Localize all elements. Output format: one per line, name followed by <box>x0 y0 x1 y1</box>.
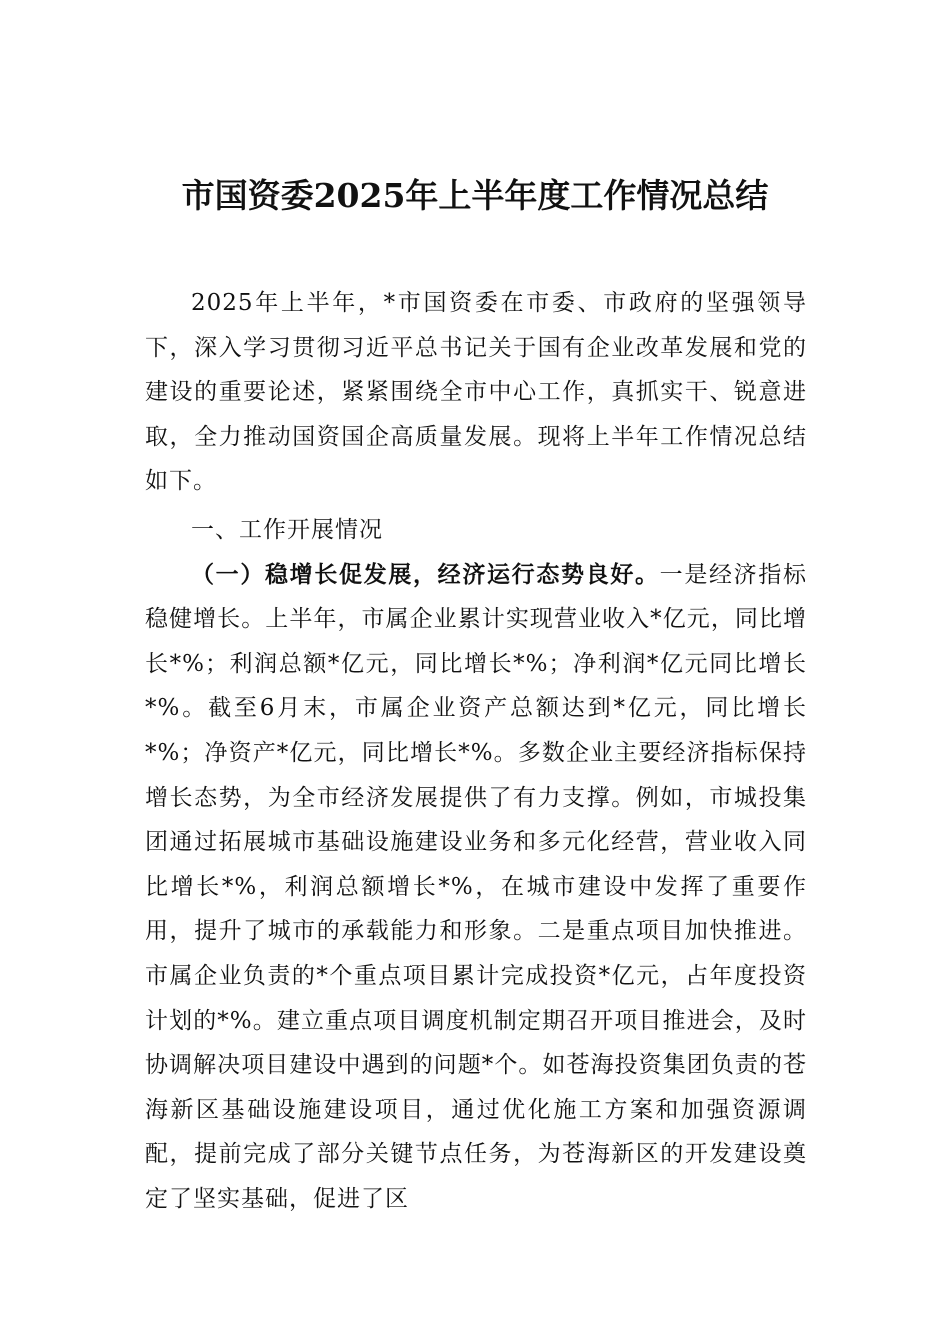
subsection-lead: （一）稳增长促发展，经济运行态势良好。 <box>191 560 660 588</box>
subsection-paragraph <box>145 553 807 1222</box>
document-title: 市国资委2025年上半年度工作情况总结 <box>181 176 769 215</box>
section-heading: 一、工作开展情况 <box>191 516 383 543</box>
subsection-text: 一是经济指标稳健增长。上半年，市属企业累计实现营业收入*亿元，同比增长*%；利润总额*亿元，同比增长*%；净利润*亿元同比增长*%。截至6月末，市属企业资产总额达到*亿元，同比增长*%；净资产*亿元，同比增长*%。多数企业主要经济指标保持增长态势，为全市经济发展提供了有力支撑。例如，市城投集团通过拓展城市基础设施建设业务和多元化经营，营业收入同比增长*%，利润总额增长*%，在城市建设中发挥了重要作用，提升了城市的承载能力和形象。二是重点项目加快推进。市属企业负责的*个重点项目累计完成投资*亿元，占年度投资计划的*%。建立重点项目调度机制定期召开项目推进会，及时协调解决项目建设中遇到的问题*个。如苍海投资集团负责的苍海新区基础设施建设项目，通过优化施工方案和加强资源调配，提前完成了部分关键节点任务，为苍海新区的开发建设奠定了坚实基础，促进了区 <box>145 561 808 1212</box>
intro-paragraph: 2025年上半年，*市国资委在市委、市政府的坚强领导下，深入学习贯彻习近平总书记关于国有企业改革发展和党的建设的重要论述，紧紧围绕全市中心工作，真抓实干、锐意进取，全力推动国资国企高质量发展。现将上半年工作情况总结如下。 <box>145 290 807 495</box>
document-body <box>145 281 807 1221</box>
